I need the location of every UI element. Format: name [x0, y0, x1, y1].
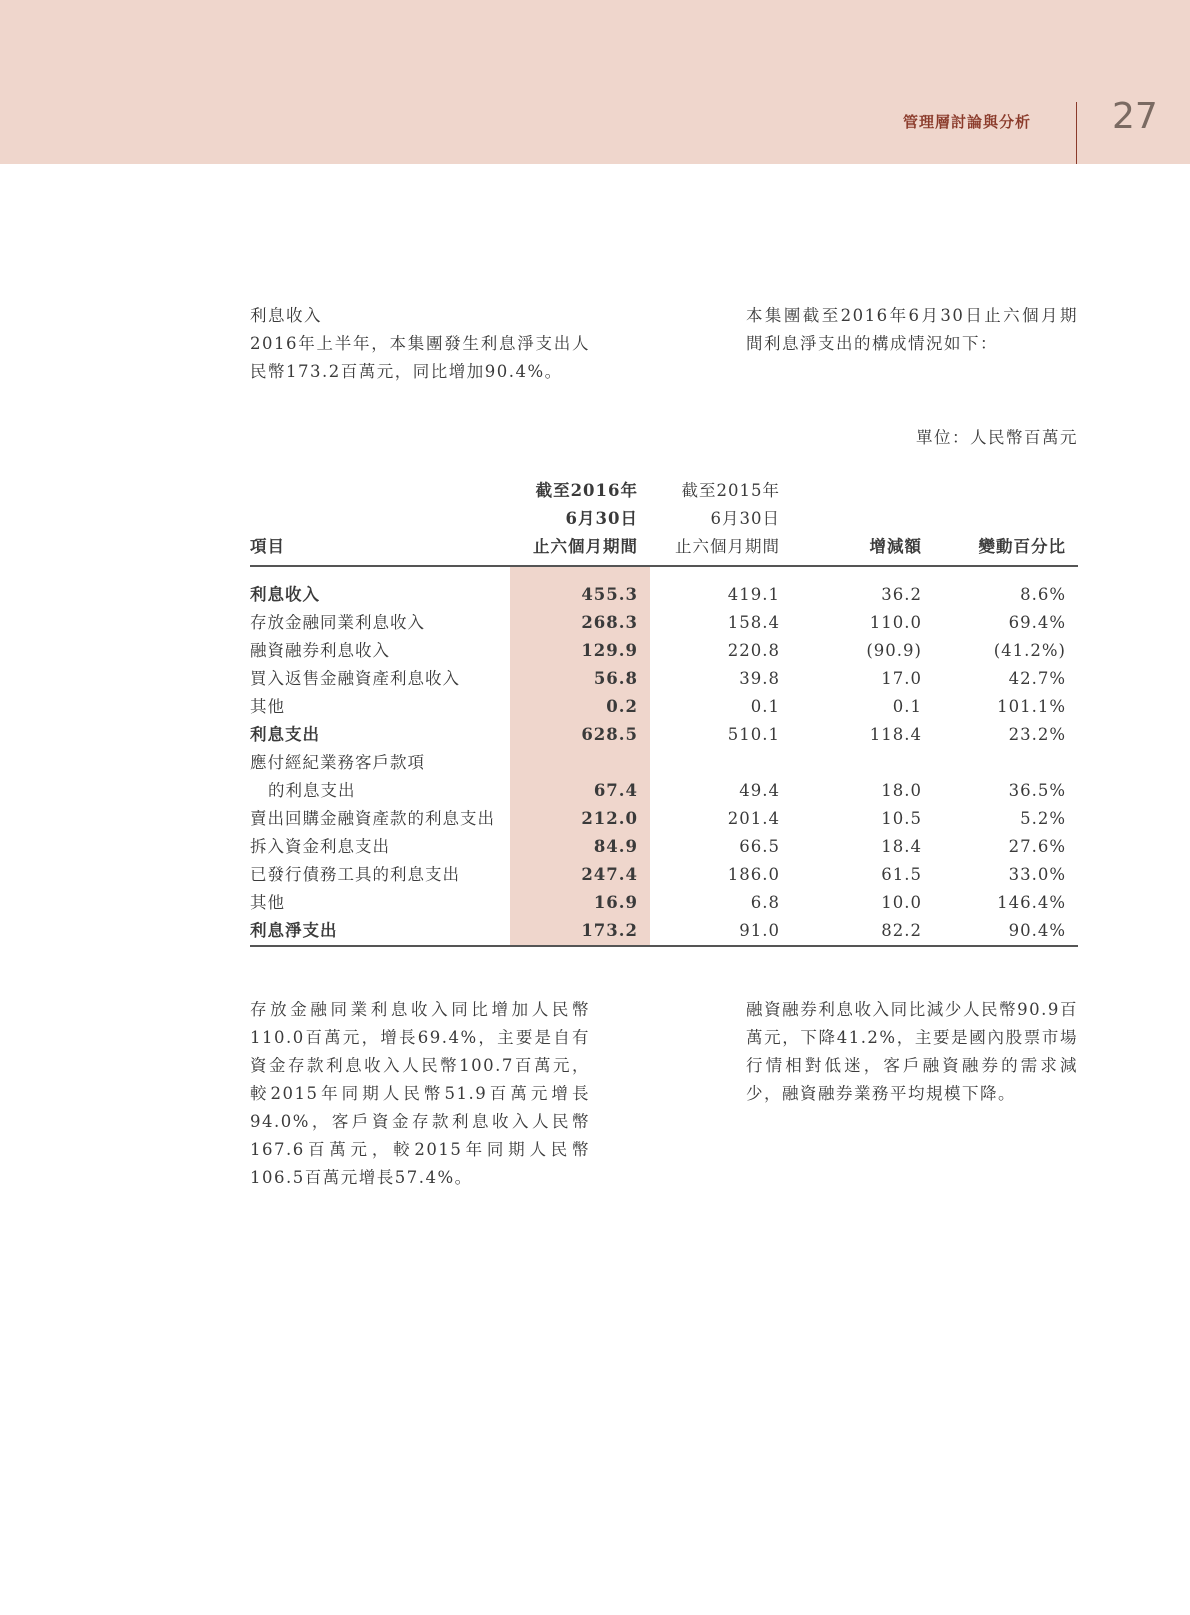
- header-divider: [1076, 102, 1077, 164]
- table-row: 融資融券利息收入 129.9 220.8 (90.9) (41.2%): [250, 637, 1078, 665]
- table-row: 的利息支出 67.4 49.4 18.0 36.5%: [250, 777, 1078, 805]
- header-2016-line2: 6月30日: [565, 509, 638, 528]
- table-row: 買入返售金融資產利息收入 56.8 39.8 17.0 42.7%: [250, 665, 1078, 693]
- header-2015-line2: 6月30日: [710, 509, 780, 528]
- header-change: 增減額: [792, 477, 934, 566]
- table-row: 存放金融同業利息收入 268.3 158.4 110.0 69.4%: [250, 609, 1078, 637]
- header-2016-line1: 截至2016年: [535, 481, 638, 500]
- table-row: 利息支出 628.5 510.1 118.4 23.2%: [250, 721, 1078, 749]
- table-row: 利息收入 455.3 419.1 36.2 8.6%: [250, 581, 1078, 609]
- intro-right-body: 本集團截至2016年6月30日止六個月期間利息淨支出的構成情況如下：: [746, 306, 1078, 353]
- commentary-right: [746, 996, 1078, 1108]
- page-number: 27: [1112, 96, 1158, 137]
- section-title: 管理層討論與分析: [902, 113, 1031, 131]
- table-header-row: [250, 477, 1078, 566]
- commentary-left: [250, 996, 590, 1192]
- intro-right: [746, 302, 1078, 358]
- intro-left-body: 2016年上半年，本集團發生利息淨支出人民幣173.2百萬元，同比增加90.4%。: [250, 334, 590, 381]
- intro-left: [250, 302, 590, 386]
- table-row: 應付經紀業務客戶款項: [250, 749, 1078, 777]
- table-spacer: [250, 566, 1078, 581]
- header-2016-line3: 止六個月期間: [533, 537, 638, 556]
- table-row: 已發行債務工具的利息支出 247.4 186.0 61.5 33.0%: [250, 861, 1078, 889]
- interest-table: [250, 477, 1078, 947]
- table-row: 其他 0.2 0.1 0.1 101.1%: [250, 693, 1078, 721]
- table-row: 賣出回購金融資產款的利息支出 212.0 201.4 10.5 5.2%: [250, 805, 1078, 833]
- header-band: [0, 0, 1190, 164]
- header-2016: [510, 477, 650, 566]
- intro-heading: 利息收入: [250, 306, 322, 325]
- table-row-total: 利息淨支出 173.2 91.0 82.2 90.4%: [250, 917, 1078, 946]
- header-2015: [650, 477, 792, 566]
- header-2015-line1: 截至2015年: [681, 481, 780, 500]
- unit-label: 單位：人民幣百萬元: [916, 428, 1078, 447]
- header-item: 項目: [250, 477, 510, 566]
- header-pct: 變動百分比: [934, 477, 1078, 566]
- table-row: 拆入資金利息支出 84.9 66.5 18.4 27.6%: [250, 833, 1078, 861]
- table-row: 其他 16.9 6.8 10.0 146.4%: [250, 889, 1078, 917]
- commentary-right-body: 融資融券利息收入同比減少人民幣90.9百萬元，下降41.2%，主要是國內股票市場行情相對低迷，客戶融資融券的需求減少，融資融券業務平均規模下降。: [746, 1000, 1078, 1103]
- commentary-left-body: 存放金融同業利息收入同比增加人民幣110.0百萬元，增長69.4%，主要是自有資金存款利息收入人民幣100.7百萬元，較2015年同期人民幣51.9百萬元增長94.0%，客戶資金存款利息收入人民幣167.6百萬元，較2015年同期人民幣106.5百萬元增長57.4%。: [250, 1000, 590, 1187]
- header-2015-line3: 止六個月期間: [675, 537, 780, 556]
